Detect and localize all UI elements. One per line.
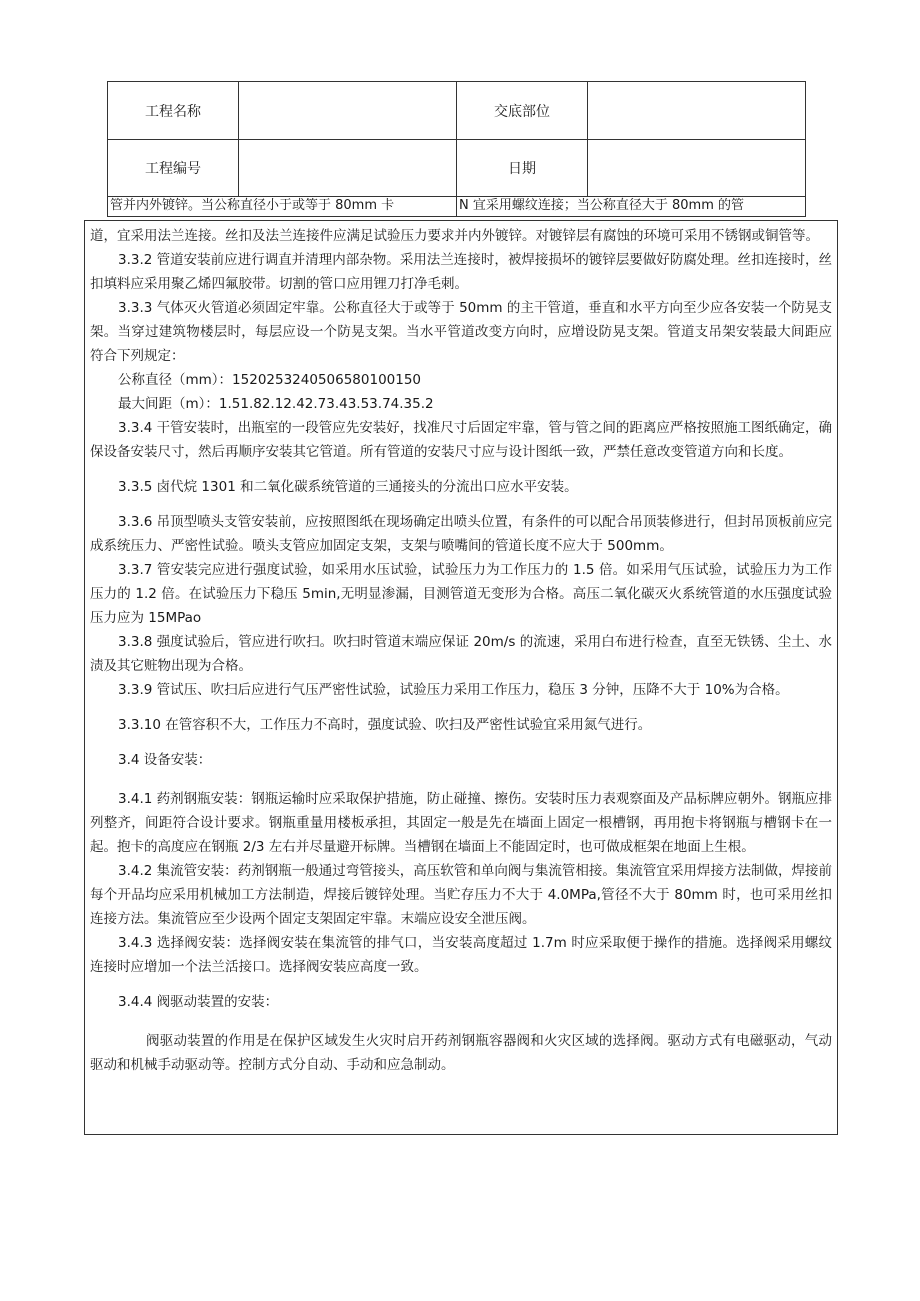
project-number-value [239, 140, 457, 197]
paragraph: 3.3.8 强度试验后，管应进行吹扫。吹扫时管道末端应保证 20m∕s 的流速，采用白布进行检查，直至无铁锈、尘土、水渍及其它赃物出现为合格。 [90, 634, 832, 674]
project-name-label: 工程名称 [108, 82, 239, 140]
project-number-label: 工程编号 [108, 140, 239, 197]
paragraph: 3.4.1 药剂钢瓶安装：钢瓶运输时应采取保护措施，防止碰撞、擦伤。安装时压力表观察面及产品标牌应朝外。钢瓶应排列整齐，间距符合设计要求。钢瓶重量用楼板承担，其固定一般是先在墙面上固定一根槽钢，再用抱卡将钢瓶与槽钢卡在一起。抱卡的高度应在钢瓶 2/3 左右并尽量避开标牌。当槽钢在墙面上不能固定时，也可做成框架在地面上生根。 [90, 791, 832, 855]
paragraph: 道，宜采用法兰连接。丝扣及法兰连接件应满足试验压力要求并内外镀锌。对镀锌层有腐蚀的环境可采用不锈钢或铜管等。 [90, 228, 819, 244]
paragraph: 3.3.7 管安装完应进行强度试验，如采用水压试验，试验压力为工作压力的 1.5 倍。如采用气压试验，试验压力为工作压力的 1.2 倍。在试验压力下稳压 5min,无明显渗漏，目测管道无变形为合格。高压二氧化碳灭火系统管道的水压强度试验压力应为 15MPao [90, 562, 832, 626]
header-table [107, 81, 806, 217]
section-heading: 3.4.4 阀驱动装置的安装： [118, 994, 279, 1010]
project-name-value [239, 82, 457, 140]
paragraph: 3.3.2 管道安装前应进行调直并清理内部杂物。采用法兰连接时，被焊接损坏的镀锌层要做好防腐处理。丝扣连接时，丝扣填料应采用聚乙烯四氟胶带。切割的管口应用锂刀打净毛刺。 [90, 252, 832, 292]
paragraph: 3.4.2 集流管安装：药剂钢瓶一般通过弯管接头，高压软管和单向阀与集流管相接。集流管宜采用焊接方法制做，焊接前每个开品均应采用机械加工方法制造，焊接后镀锌处理。当贮存压力不大于 4.0MPa,管径不大于 80mm 时，也可采用丝扣连接方法。集流管应至少设两个固定支架固定牢靠。末端应设安全泄压阀。 [90, 863, 832, 927]
section-heading: 3.4 设备安装： [118, 752, 212, 768]
content-body [84, 220, 838, 1135]
date-label: 日期 [457, 140, 588, 197]
paragraph: 3.3.3 气体灭火管道必须固定牢靠。公称直径大于或等于 50mm 的主干管道，垂直和水平方向至少应各安装一个防晃支架。当穿过建筑物楼层时，每层应设一个防晃支架。当水平管道改变方向时，应增设防晃支架。管道支吊架安装最大间距应符合下列规定： [90, 300, 832, 364]
date-value [588, 140, 806, 197]
paragraph: 3.3.5 卤代烷 1301 和二氧化碳系统管道的三通接头的分流出口应水平安装。 [118, 479, 578, 495]
overflow-text-left: 管并内外镀锌。当公称直径小于或等于 80mm 卡 [108, 197, 457, 217]
paragraph: 3.4.3 选择阀安装：选择阀安装在集流管的排气口，当安装高度超过 1.7m 时应采取便于操作的措施。选择阀采用螺纹连接时应增加一个法兰活接口。选择阀安装应高度一致。 [90, 935, 832, 975]
paragraph: 3.3.10 在管容积不大，工作压力不高时，强度试验、吹扫及严密性试验宜采用氮气进行。 [118, 717, 652, 733]
handover-part-label: 交底部位 [457, 82, 588, 140]
paragraph: 3.3.6 吊顶型喷头支管安装前，应按照图纸在现场确定出喷头位置，有条件的可以配合吊顶装修进行，但封吊顶板前应完成系统压力、严密性试验。喷头支管应加固定支架，支架与喷嘴间的管道长度不应大于 500mm。 [90, 514, 832, 554]
spec-spacing: 最大间距（m）：1.51.82.12.42.73.43.53.74.35.2 [118, 396, 434, 412]
spec-diameter: 公称直径（mm）：15202532405065801001​50 [118, 372, 422, 388]
paragraph: 3.3.9 管试压、吹扫后应进行气压严密性试验，试验压力采用工作压力，稳压 3 分钟，压降不大于 10%为合格。 [118, 682, 789, 698]
overflow-text-right: N 宜采用螺纹连接；当公称直径大于 80mm 的管 [457, 197, 806, 217]
paragraph: 3.3.4 干管安装时，出瓶室的一段管应先安装好，找准尺寸后固定牢靠，管与管之间的距离应严格按照施工图纸确定，确保设备安装尺寸，然后再顺序安装其它管道。所有管道的安装尺寸应与设计图纸一致，严禁任意改变管道方向和长度。 [90, 420, 832, 460]
handover-part-value [588, 82, 806, 140]
paragraph: 阀驱动装置的作用是在保护区域发生火灾时启开药剂钢瓶容器阀和火灾区域的选择阀。驱动方式有电磁驱动，气动驱动和机械手动驱动等。控制方式分自动、手动和应急制动。 [90, 1033, 832, 1073]
